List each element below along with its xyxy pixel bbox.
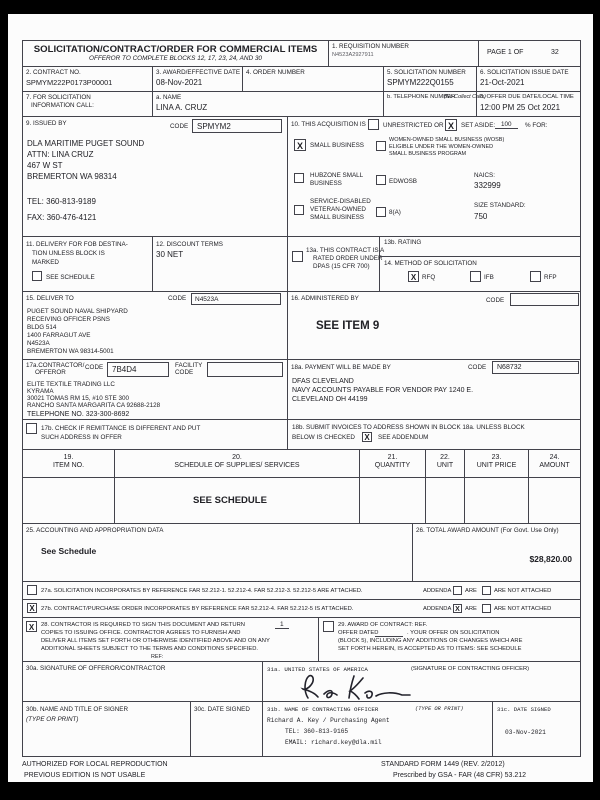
addenda-27a-are-not-checkbox[interactable] (482, 586, 491, 595)
footer-local-reproduction: AUTHORIZED FOR LOCAL REPRODUCTION (22, 761, 168, 768)
signer-name-note: (TYPE OR PRINT) (26, 716, 79, 723)
block-27b-are: ARE (465, 606, 477, 612)
row-blocks-17b-18b (23, 420, 580, 450)
signer-date-label: 30c. DATE SIGNED (194, 706, 250, 713)
wosb-label-1: WOMEN-OWNED SMALL BUSINESS (WOSB) (389, 137, 505, 143)
small-business-label: SMALL BUSINESS (310, 142, 365, 149)
block-27a-are-not: ARE NOT ATTACHED (494, 588, 552, 594)
acquisition-label: 10. THIS ACQUISITION IS (291, 121, 366, 128)
rfp-label: RFP (544, 274, 557, 281)
contractor-line-4: RANCHO SANTA MARGARITA CA 92688-2128 (27, 402, 161, 409)
set-aside-percent-for: % FOR: (525, 122, 548, 129)
offer-dated-blank (375, 630, 403, 637)
document-page (8, 14, 593, 783)
col-quantity (360, 450, 426, 477)
discount-terms-value: 30 NET (156, 250, 184, 259)
naics-value: 332999 (474, 181, 501, 190)
block-28-ref: REF: (151, 654, 164, 660)
payment-by-cell (288, 360, 580, 419)
rated-order-label-3: DPAS (15 CFR 700) (313, 263, 370, 270)
contractor-label-1: 17a.CONTRACTOR/ (26, 362, 85, 369)
ifb-label: IFB (484, 274, 494, 281)
solicitation-incorporates-checkbox[interactable] (27, 585, 37, 595)
naics-label: NAICS: (474, 172, 495, 179)
rated-order-label-1: 13a. THIS CONTRACT IS A (306, 247, 385, 254)
total-award-cell (413, 524, 580, 581)
facility-code-label-1: FACILITY (175, 362, 203, 369)
body-quantity (360, 478, 426, 523)
block-27b (23, 600, 580, 617)
row-blocks-7-8 (23, 92, 580, 117)
col-unit-number: 22. (440, 454, 450, 461)
addenda-27a-are-checkbox[interactable] (453, 586, 462, 595)
caller-name-value: LINA A. CRUZ (156, 103, 208, 112)
contractor-code-box[interactable] (107, 362, 169, 377)
eight-a-checkbox[interactable] (376, 207, 386, 217)
block-27a-addenda: ADDENDA (423, 588, 452, 594)
solicitation-call-label-2: INFORMATION CALL: (31, 102, 94, 109)
col-unit-label: UNIT (436, 462, 454, 469)
eight-a-label: 8(A) (389, 209, 401, 216)
co-name-value: Richard A. Key / Purchasing Agent (267, 717, 390, 724)
offer-due-value: 12:00 PM 25 Oct 2021 (480, 103, 561, 112)
acquisition-cell (288, 117, 580, 236)
award-date-label: 3. AWARD/EFFECTIVE DATE (156, 69, 241, 76)
solicitation-number-label: 5. SOLICITATION NUMBER (387, 69, 466, 76)
rfq-checkbox[interactable]: X (408, 271, 419, 282)
col-quantity-number: 21. (387, 454, 398, 461)
signer-name-label: 30b. NAME AND TITLE OF SIGNER (26, 706, 129, 713)
rating-subcell (380, 237, 580, 257)
contract-no-cell (23, 67, 153, 91)
accounting-data-cell (23, 524, 413, 581)
sdvosb-label-3: SMALL BUSINESS (310, 214, 365, 221)
issued-by-line-1: DLA MARITIME PUGET SOUND (27, 139, 145, 148)
submit-invoices-cell (288, 420, 580, 449)
remittance-label-1: 17b. CHECK IF REMITTANCE IS DIFFERENT AND PUT (41, 425, 201, 432)
contracting-officer-signature (298, 672, 428, 702)
hubzone-label-1: HUBZONE SMALL (310, 172, 364, 179)
issued-by-label: 9. ISSUED BY (26, 120, 67, 127)
contractor-code-value: 7B4D4 (112, 365, 137, 374)
page-cell (479, 41, 580, 66)
title-cell (23, 41, 329, 66)
row-blocks-28-29 (23, 618, 580, 662)
col-unit (426, 450, 465, 477)
see-schedule-checkbox[interactable] (32, 271, 42, 281)
payment-by-code-box[interactable] (492, 361, 579, 374)
body-item-no (23, 478, 115, 523)
caller-phone-label: b. TELEPHONE NUMBER (387, 94, 456, 100)
contractor-phone: TELEPHONE NO. 323-300-8692 (27, 411, 130, 418)
contractor-label-2: OFFEROR (35, 369, 66, 376)
solicitation-call-cell (23, 92, 153, 116)
scan-border-top (0, 0, 600, 14)
total-award-value: $28,820.00 (529, 554, 572, 564)
sf1449-form (22, 40, 581, 757)
contractor-sign-checkbox[interactable]: X (26, 621, 37, 632)
offer-due-cell (477, 92, 580, 116)
deliver-to-line-5: N4523A (27, 340, 50, 347)
footer-previous-edition: PREVIOUS EDITION IS NOT USABLE (24, 772, 146, 779)
solicitation-number-cell (384, 67, 477, 91)
see-schedule-label: SEE SCHEDULE (46, 274, 95, 281)
delivery-fob-label-1: 11. DELIVERY FOR FOB DESTINA- (26, 241, 128, 248)
col-schedule-label: SCHEDULE OF SUPPLIES/ SERVICES (174, 462, 300, 469)
block-28-line-3: DELIVER ALL ITEMS SET FORTH OR OTHERWISE IDENTIFIED ABOVE AND ON ANY (41, 638, 270, 644)
deliver-to-label: 15. DELIVER TO (26, 295, 74, 302)
co-email-value: EMAIL: richard.key@dla.mil (285, 739, 382, 746)
contract-no-label: 2. CONTRACT NO. (26, 69, 81, 76)
deliver-to-line-3: BLDG 514 (27, 324, 57, 331)
block-28-line-1: 28. CONTRACTOR IS REQUIRED TO SIGN THIS DOCUMENT AND RETURN (41, 622, 245, 628)
discount-terms-label: 12. DISCOUNT TERMS (156, 241, 223, 248)
hubzone-checkbox[interactable] (294, 173, 304, 183)
see-addendum-label: SEE ADDENDUM (378, 434, 429, 441)
page-label: PAGE 1 OF (487, 49, 524, 56)
administered-by-label: 16. ADMINISTERED BY (291, 295, 359, 302)
set-aside-label: SET ASIDE: (461, 122, 496, 129)
ifb-checkbox[interactable] (470, 271, 481, 282)
body-amount (529, 478, 580, 523)
row-blocks-9-10 (23, 117, 580, 237)
caller-phone-note: (No Collect Calls) (444, 94, 486, 100)
solicitation-issue-date-label: 6. SOLICITATION ISSUE DATE (480, 69, 569, 76)
rfp-checkbox[interactable] (530, 271, 541, 282)
block-27b-are-not: ARE NOT ATTACHED (494, 606, 552, 612)
row-blocks-11-14 (23, 237, 580, 292)
contractor-code-label: CODE (85, 364, 104, 371)
order-number-cell (243, 67, 384, 91)
rated-order-checkbox[interactable] (292, 251, 303, 262)
sdvosb-label-2: VETERAN-OWNED (310, 206, 366, 213)
row-blocks-30b-31c (23, 702, 580, 756)
contracting-officer-signature-cell (263, 662, 580, 701)
caller-name-cell (153, 92, 384, 116)
method-label: 14. METHOD OF SOLICITATION (384, 260, 477, 267)
block-28-line-4: ADDITIONAL SHEETS SUBJECT TO THE TERMS AND CONDITIONS SPECIFIED. (41, 646, 258, 652)
schedule-table-header (23, 450, 580, 478)
deliver-to-cell (23, 292, 288, 359)
issued-by-code-box[interactable] (192, 119, 282, 133)
issued-by-code-label: CODE (170, 123, 189, 130)
signer-name-cell (23, 702, 191, 756)
scan-border-bottom (0, 782, 600, 800)
deliver-to-line-2: RECEIVING OFFICER PSNS (27, 316, 110, 323)
remittance-cell (23, 420, 288, 449)
block-27a (23, 582, 580, 600)
co-date-value: 03-Nov-2021 (505, 729, 546, 736)
row-blocks-15-16 (23, 292, 580, 360)
page-total: 32 (551, 49, 559, 56)
solicitation-number-value: SPMYM222Q0155 (387, 78, 454, 87)
col-item-no-label: ITEM NO. (52, 462, 85, 469)
col-amount-number: 24. (549, 454, 560, 461)
block-29-offer-dated: OFFER DATED (338, 630, 379, 636)
col-amount (529, 450, 580, 477)
contractor-line-2: KYRAMA (27, 388, 54, 395)
rfq-label: RFQ (422, 274, 436, 281)
administered-by-code-label: CODE (486, 297, 505, 304)
requisition-value: N4523A2927911 (332, 52, 374, 58)
issued-by-code-value: SPMYM2 (197, 122, 231, 131)
footer-prescribed-by: Prescribed by GSA - FAR (48 CFR) 53.212 (393, 772, 527, 779)
deliver-to-line-6: BREMERTON WA 98314-5001 (27, 348, 114, 355)
delivery-fob-cell (23, 237, 153, 291)
requisition-label: 1. REQUISITION NUMBER (332, 43, 409, 50)
contractor-line-3: 30021 TOMAS RM 15, #10 STE 300 (27, 395, 129, 402)
submit-invoices-label-1: 18b. SUBMIT INVOICES TO ADDRESS SHOWN IN BLOCK 18a. UNLESS BLOCK (292, 424, 525, 431)
col-item-no-number: 19. (63, 454, 74, 461)
block-28-line-2: COPIES TO ISSUING OFFICE. CONTRACTOR AGREES TO FURNISH AND (41, 630, 241, 636)
block-29-line-1: 29. AWARD OF CONTRACT: REF. (338, 622, 428, 628)
award-date-cell (153, 67, 243, 91)
signer-date-cell (191, 702, 263, 756)
scan-border-right (593, 0, 600, 800)
footer-standard-form: STANDARD FORM 1449 (REV. 2/2012) (381, 761, 505, 768)
see-addendum-checkbox[interactable]: X (362, 432, 372, 442)
deliver-to-code-value: N4523A (195, 296, 219, 303)
body-schedule (115, 478, 360, 523)
award-of-contract-checkbox[interactable] (323, 621, 334, 632)
contractor-line-1: ELITE TEXTILE TRADING LLC (27, 381, 115, 388)
payment-by-line-1: DFAS CLEVELAND (292, 378, 354, 385)
row-blocks-25-26 (23, 524, 580, 582)
block-27b-addenda: ADDENDA (423, 606, 452, 612)
caller-name-label: a. NAME (156, 94, 182, 101)
total-award-label: 26. TOTAL AWARD AMOUNT (For Govt. Use Only) (416, 527, 559, 534)
issued-by-line-4: BREMERTON WA 98314 (27, 172, 117, 181)
caller-phone-cell (384, 92, 486, 116)
facility-code-box[interactable] (207, 362, 283, 377)
co-name-note: (TYPE OR PRINT) (415, 706, 464, 712)
deliver-to-code-label: CODE (168, 295, 187, 302)
contract-incorporates-checkbox[interactable]: X (27, 603, 37, 613)
requisition-cell (329, 41, 479, 66)
wosb-label-2: ELIGIBLE UNDER THE WOMEN-OWNED (389, 144, 494, 150)
sdvosb-checkbox[interactable] (294, 205, 304, 215)
discount-terms-cell (153, 237, 288, 291)
scan-border-left (0, 0, 8, 800)
body-unit-price (465, 478, 529, 523)
col-unit-price-number: 23. (491, 454, 502, 461)
wosb-label-3: SMALL BUSINESS PROGRAM (389, 151, 467, 157)
offeror-signature-cell[interactable] (23, 662, 263, 701)
payment-by-line-3: CLEVELAND OH 44199 (292, 396, 368, 403)
issued-by-line-2: ATTN: LINA CRUZ (27, 150, 94, 159)
schedule-body-value: SEE SCHEDULE (193, 495, 267, 506)
row-blocks-30a-31a (23, 662, 580, 702)
payment-by-code-value: N68732 (497, 364, 522, 371)
small-business-checkbox[interactable]: X (294, 139, 306, 151)
block-27b-text: 27b. CONTRACT/PURCHASE ORDER INCORPORATES BY REFERENCE FAR 52.212-4. FAR 52.212-5 IS ATTACHED. (41, 606, 354, 612)
addenda-27b-are-not-checkbox[interactable] (482, 604, 491, 613)
col-quantity-label: QUANTITY (374, 462, 411, 469)
block-29-line-3: (BLOCK 5), INCLUDING ANY ADDITIONS OR CHANGES WHICH ARE (338, 638, 523, 644)
rated-order-cell (288, 237, 580, 291)
payment-by-label: 18a. PAYMENT WILL BE MADE BY (291, 364, 391, 371)
block-27a-are: ARE (465, 588, 477, 594)
block-28-cell (23, 618, 319, 661)
facility-code-label-2: CODE (175, 369, 194, 376)
col-amount-label: AMOUNT (539, 462, 570, 469)
delivery-fob-label-3: MARKED (32, 259, 59, 266)
unrestricted-label: UNRESTRICTED OR (383, 122, 444, 129)
set-aside-percent: 100 (495, 121, 518, 129)
offeror-signature-label: 30a. SIGNATURE OF OFFEROR/CONTRACTOR (26, 665, 166, 672)
wosb-checkbox[interactable] (376, 141, 386, 151)
contract-no-value: SPMYM222P0173P00001 (26, 78, 113, 87)
title-row (23, 41, 580, 67)
signature-of-co-note: (SIGNATURE OF CONTRACTING OFFICER) (411, 666, 530, 672)
co-tel-value: TEL: 360-813-9165 (285, 728, 349, 735)
size-standard-label: SIZE STANDARD: (474, 202, 526, 209)
unrestricted-checkbox[interactable] (368, 119, 379, 130)
usa-label: 31a. UNITED STATES OF AMERICA (267, 666, 368, 673)
block-29-line-2b: . YOUR OFFER ON SOLICITATION (407, 630, 500, 636)
sdvosb-label-1: SERVICE-DISABLED (310, 198, 371, 205)
col-unit-price (465, 450, 529, 477)
edwosb-label: EDWOSB (389, 178, 417, 185)
submit-invoices-label-2: BELOW IS CHECKED (292, 434, 355, 441)
issued-by-cell (23, 117, 288, 236)
edwosb-checkbox[interactable] (376, 175, 386, 185)
contractor-cell (23, 360, 288, 419)
administered-by-code-box[interactable] (510, 293, 579, 306)
row-blocks-2-6 (23, 67, 580, 92)
rating-label: 13b. RATING (384, 239, 422, 246)
col-unit-price-label: UNIT PRICE (476, 462, 517, 469)
rated-order-label-2: RATED ORDER UNDER (313, 255, 383, 262)
solicitation-issue-date-cell (477, 67, 580, 91)
block-27a-text: 27a. SOLICITATION INCORPORATES BY REFERENCE FAR 52.212-1. 52.212-4. FAR 52.212-3. 52.212-5 ARE ATTACHED. (41, 588, 363, 594)
form-subtitle: OFFEROR TO COMPLETE BLOCKS 12, 17, 23, 24, AND 30 (89, 55, 262, 62)
solicitation-call-label-1: 7. FOR SOLICITATION (26, 94, 91, 101)
block-29-line-4: SET FORTH HEREIN, IS ACCEPTED AS TO ITEMS: SEE SCHEDULE (338, 646, 522, 652)
administered-by-cell (288, 292, 580, 359)
remittance-checkbox[interactable] (26, 423, 37, 434)
issued-by-tel: TEL: 360-813-9189 (27, 197, 96, 206)
body-unit (426, 478, 465, 523)
accounting-data-value: See Schedule (41, 546, 97, 556)
col-item-no (23, 450, 115, 477)
row-blocks-27 (23, 582, 580, 618)
form-title: SOLICITATION/CONTRACT/ORDER FOR COMMERCIAL ITEMS (33, 44, 318, 55)
payment-by-code-label: CODE (468, 364, 487, 371)
block-28-copies: 1 (275, 621, 289, 629)
rated-order-subcell (288, 237, 385, 291)
co-name-label: 31b. NAME OF CONTRACTING OFFICER (267, 706, 379, 713)
accounting-data-label: 25. ACCOUNTING AND APPROPRIATION DATA (26, 527, 164, 534)
addenda-27b-are-checkbox[interactable]: X (453, 604, 462, 613)
issued-by-line-3: 467 W ST (27, 161, 63, 170)
award-date-value: 08-Nov-2021 (156, 78, 203, 87)
hubzone-label-2: BUSINESS (310, 180, 342, 187)
col-schedule (115, 450, 360, 477)
co-date-label: 31c. DATE SIGNED (497, 706, 551, 713)
delivery-fob-label-2: TION UNLESS BLOCK IS (32, 250, 105, 257)
deliver-to-line-4: 1400 FARRAGUT AVE (27, 332, 91, 339)
remittance-label-2: SUCH ADDRESS IN OFFER (41, 434, 122, 441)
size-standard-value: 750 (474, 212, 488, 221)
schedule-table-body (23, 478, 580, 524)
administered-by-value: SEE ITEM 9 (316, 320, 380, 332)
solicitation-issue-date-value: 21-Oct-2021 (480, 78, 525, 87)
order-number-label: 4. ORDER NUMBER (246, 69, 305, 76)
col-schedule-number: 20. (232, 454, 242, 461)
deliver-to-code-box[interactable] (191, 293, 281, 305)
payment-by-line-2: NAVY ACCOUNTS PAYABLE FOR VENDOR PAY 1240 E. (292, 387, 474, 394)
offer-due-label: 8. OFFER DUE DATE/LOCAL TIME (480, 94, 574, 100)
set-aside-checkbox[interactable]: X (445, 119, 457, 131)
block-29-cell (319, 618, 580, 661)
issued-by-fax: FAX: 360-476-4121 (27, 213, 97, 222)
co-date-cell (493, 702, 580, 756)
deliver-to-line-1: PUGET SOUND NAVAL SHIPYARD (27, 308, 128, 315)
co-name-cell (263, 702, 493, 756)
method-subcell (380, 257, 580, 291)
row-blocks-17a-18a (23, 360, 580, 420)
